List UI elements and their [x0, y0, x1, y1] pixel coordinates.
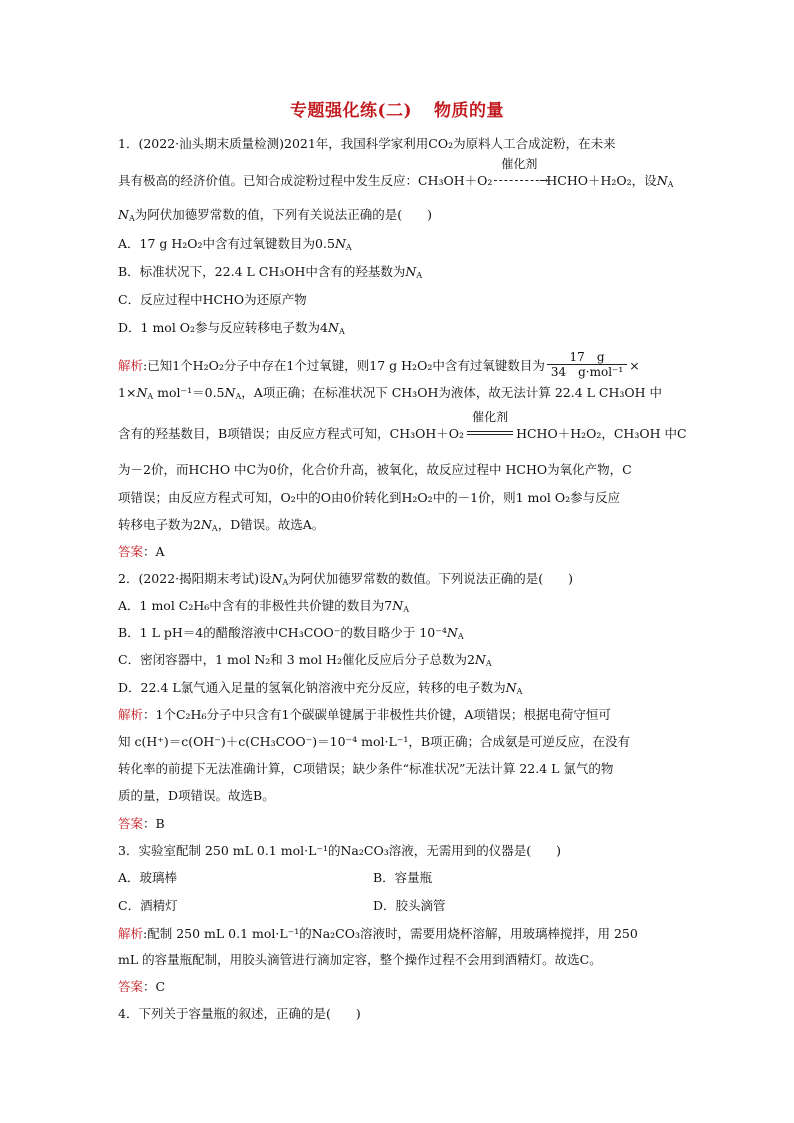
q2-option-c: C．密闭容器中，1 mol N₂和 3 mol H₂催化反应后分子总数为$2N_A$ [118, 652, 492, 668]
fraction: $\frac{17 g}{\text{34 g·mol⁻¹}}$ [547, 350, 627, 379]
q1-stem-line1: 1．(2022·汕头期末质量检测)2021年，我国科学家利用CO₂为原料人工合成淀粉，在未来 [118, 136, 616, 151]
explanation-label: 解析 [118, 707, 144, 722]
q3-stem: 3．实验室配制 250 mL 0.1 mol·L⁻¹的Na₂CO₃溶液，无需用到的仪器是( ) [118, 843, 561, 858]
q1-explanation-line2: $1\times N_A$ $mol^{-1}=0.5N_A$，A项正确；在标准状况下 CH₃OH为液体，故无法计算 22.4 L CH₃OH 中 [118, 385, 662, 401]
catalyst-equals: 催化剂 [467, 425, 513, 441]
answer-label: 答案 [118, 816, 144, 831]
q1-option-c: C．反应过程中HCHO为还原产物 [118, 292, 307, 307]
q1-explanation-line6: 转移电子数为$2N_A$，D错误。故选A。 [118, 517, 325, 533]
page-title [0, 96, 794, 121]
q3-option-d: D．胶头滴管 [373, 898, 446, 913]
q2-stem: 2．(2022·揭阳期末考试)设$N_A$为阿伏加德罗常数的数值。下列说法正确的是( ) [118, 571, 573, 587]
answer-label: 答案 [118, 979, 144, 994]
title-main: 专题强化练(二) [289, 101, 413, 121]
q1-stem-line2: 具有极高的经济价值。已知合成淀粉过程中发生反应：CH₃OH＋O₂ 催化剂 → HCHO＋H₂O₂，设$N_A$ [118, 157, 674, 189]
explanation-label: 解析 [118, 358, 144, 373]
q2-option-a: A．1 mol C₂H₆中含有的非极性共价键的数目为$7N_A$ [118, 598, 409, 614]
q1-answer: 答案：A [118, 544, 165, 559]
q4-stem: 4．下列关于容量瓶的叙述，正确的是( ) [118, 1006, 361, 1021]
q2-explanation-line2: 知 c(H⁺)＝c(OH⁻)＋c(CH₃COO⁻)＝10⁻⁴ mol·L⁻¹，B项正确；合成氨是可逆反应，在没有 [118, 734, 631, 749]
q1-option-b: B．标准状况下，22.4 L CH₃OH中含有的羟基数为$N_A$ [118, 264, 423, 280]
catalyst-arrow: 催化剂 → [494, 172, 544, 188]
q3-option-c: C．酒精灯 [118, 898, 178, 913]
q2-answer: 答案：B [118, 816, 165, 831]
q2-option-d: D．22.4 L氯气通入足量的氢氧化钠溶液中充分反应，转移的电子数为$N_A$ [118, 680, 523, 696]
q1-explanation-line3: 含有的羟基数目，B项错误；由反应方程式可知，CH₃OH＋O₂ 催化剂 HCHO＋H₂O₂，CH₃OH 中C [118, 410, 687, 441]
q2-option-b: B．1 L pH＝4的醋酸溶液中CH₃COO⁻的数目略少于 $10^{-4}N_A$ [118, 625, 464, 641]
q1-explanation-line1: 解析:已知1个H₂O₂分子中存在1个过氧键，则17 g H₂O₂中含有过氧键数目为 $\frac{17 g}{\text{34 g·mol⁻¹}}$ × [118, 350, 640, 379]
title-sub: 物质的量 [434, 101, 505, 121]
q3-explanation-line1: 解析:配制 250 mL 0.1 mol·L⁻¹的Na₂CO₃溶液时，需要用烧杯溶解，用玻璃棒搅拌，用 250 [118, 926, 638, 941]
explanation-label: 解析 [118, 926, 144, 941]
q1-stem-line3: $N_A$为阿伏加德罗常数的值，下列有关说法正确的是( ) [118, 207, 432, 223]
q2-explanation-line4: 质的量，D项错误。故选B。 [118, 788, 275, 803]
q2-explanation-line3: 转化率的前提下无法准确计算，C项错误；缺少条件“标准状况”无法计算 22.4 L 氯气的物 [118, 761, 614, 776]
q1-option-d: D．1 mol O₂参与反应转移电子数为$4N_A$ [118, 320, 345, 336]
q3-option-b: B．容量瓶 [373, 870, 433, 885]
q1-option-a: A．17 g H₂O₂中含有过氧键数目为$0.5N_A$ [118, 236, 352, 252]
q3-answer: 答案：C [118, 979, 166, 994]
q3-option-a: A．玻璃棒 [118, 870, 178, 885]
q3-explanation-line2: mL 的容量瓶配制，用胶头滴管进行滴加定容，整个操作过程不会用到酒精灯。故选C。 [118, 952, 602, 967]
q1-explanation-line5: 项错误；由反应方程式可知，O₂中的O由0价转化到H₂O₂中的－1价，则1 mol O₂参与反应 [118, 490, 621, 505]
q2-explanation-line1: 解析：1个C₂H₆分子中只含有1个碳碳单键属于非极性共价键，A项错误；根据电荷守恒可 [118, 707, 611, 722]
q1-explanation-line4: 为－2价，而HCHO 中C为0价，化合价升高，被氧化，故反应过程中 HCHO为氧化产物，C [118, 462, 632, 477]
answer-label: 答案 [118, 544, 144, 559]
